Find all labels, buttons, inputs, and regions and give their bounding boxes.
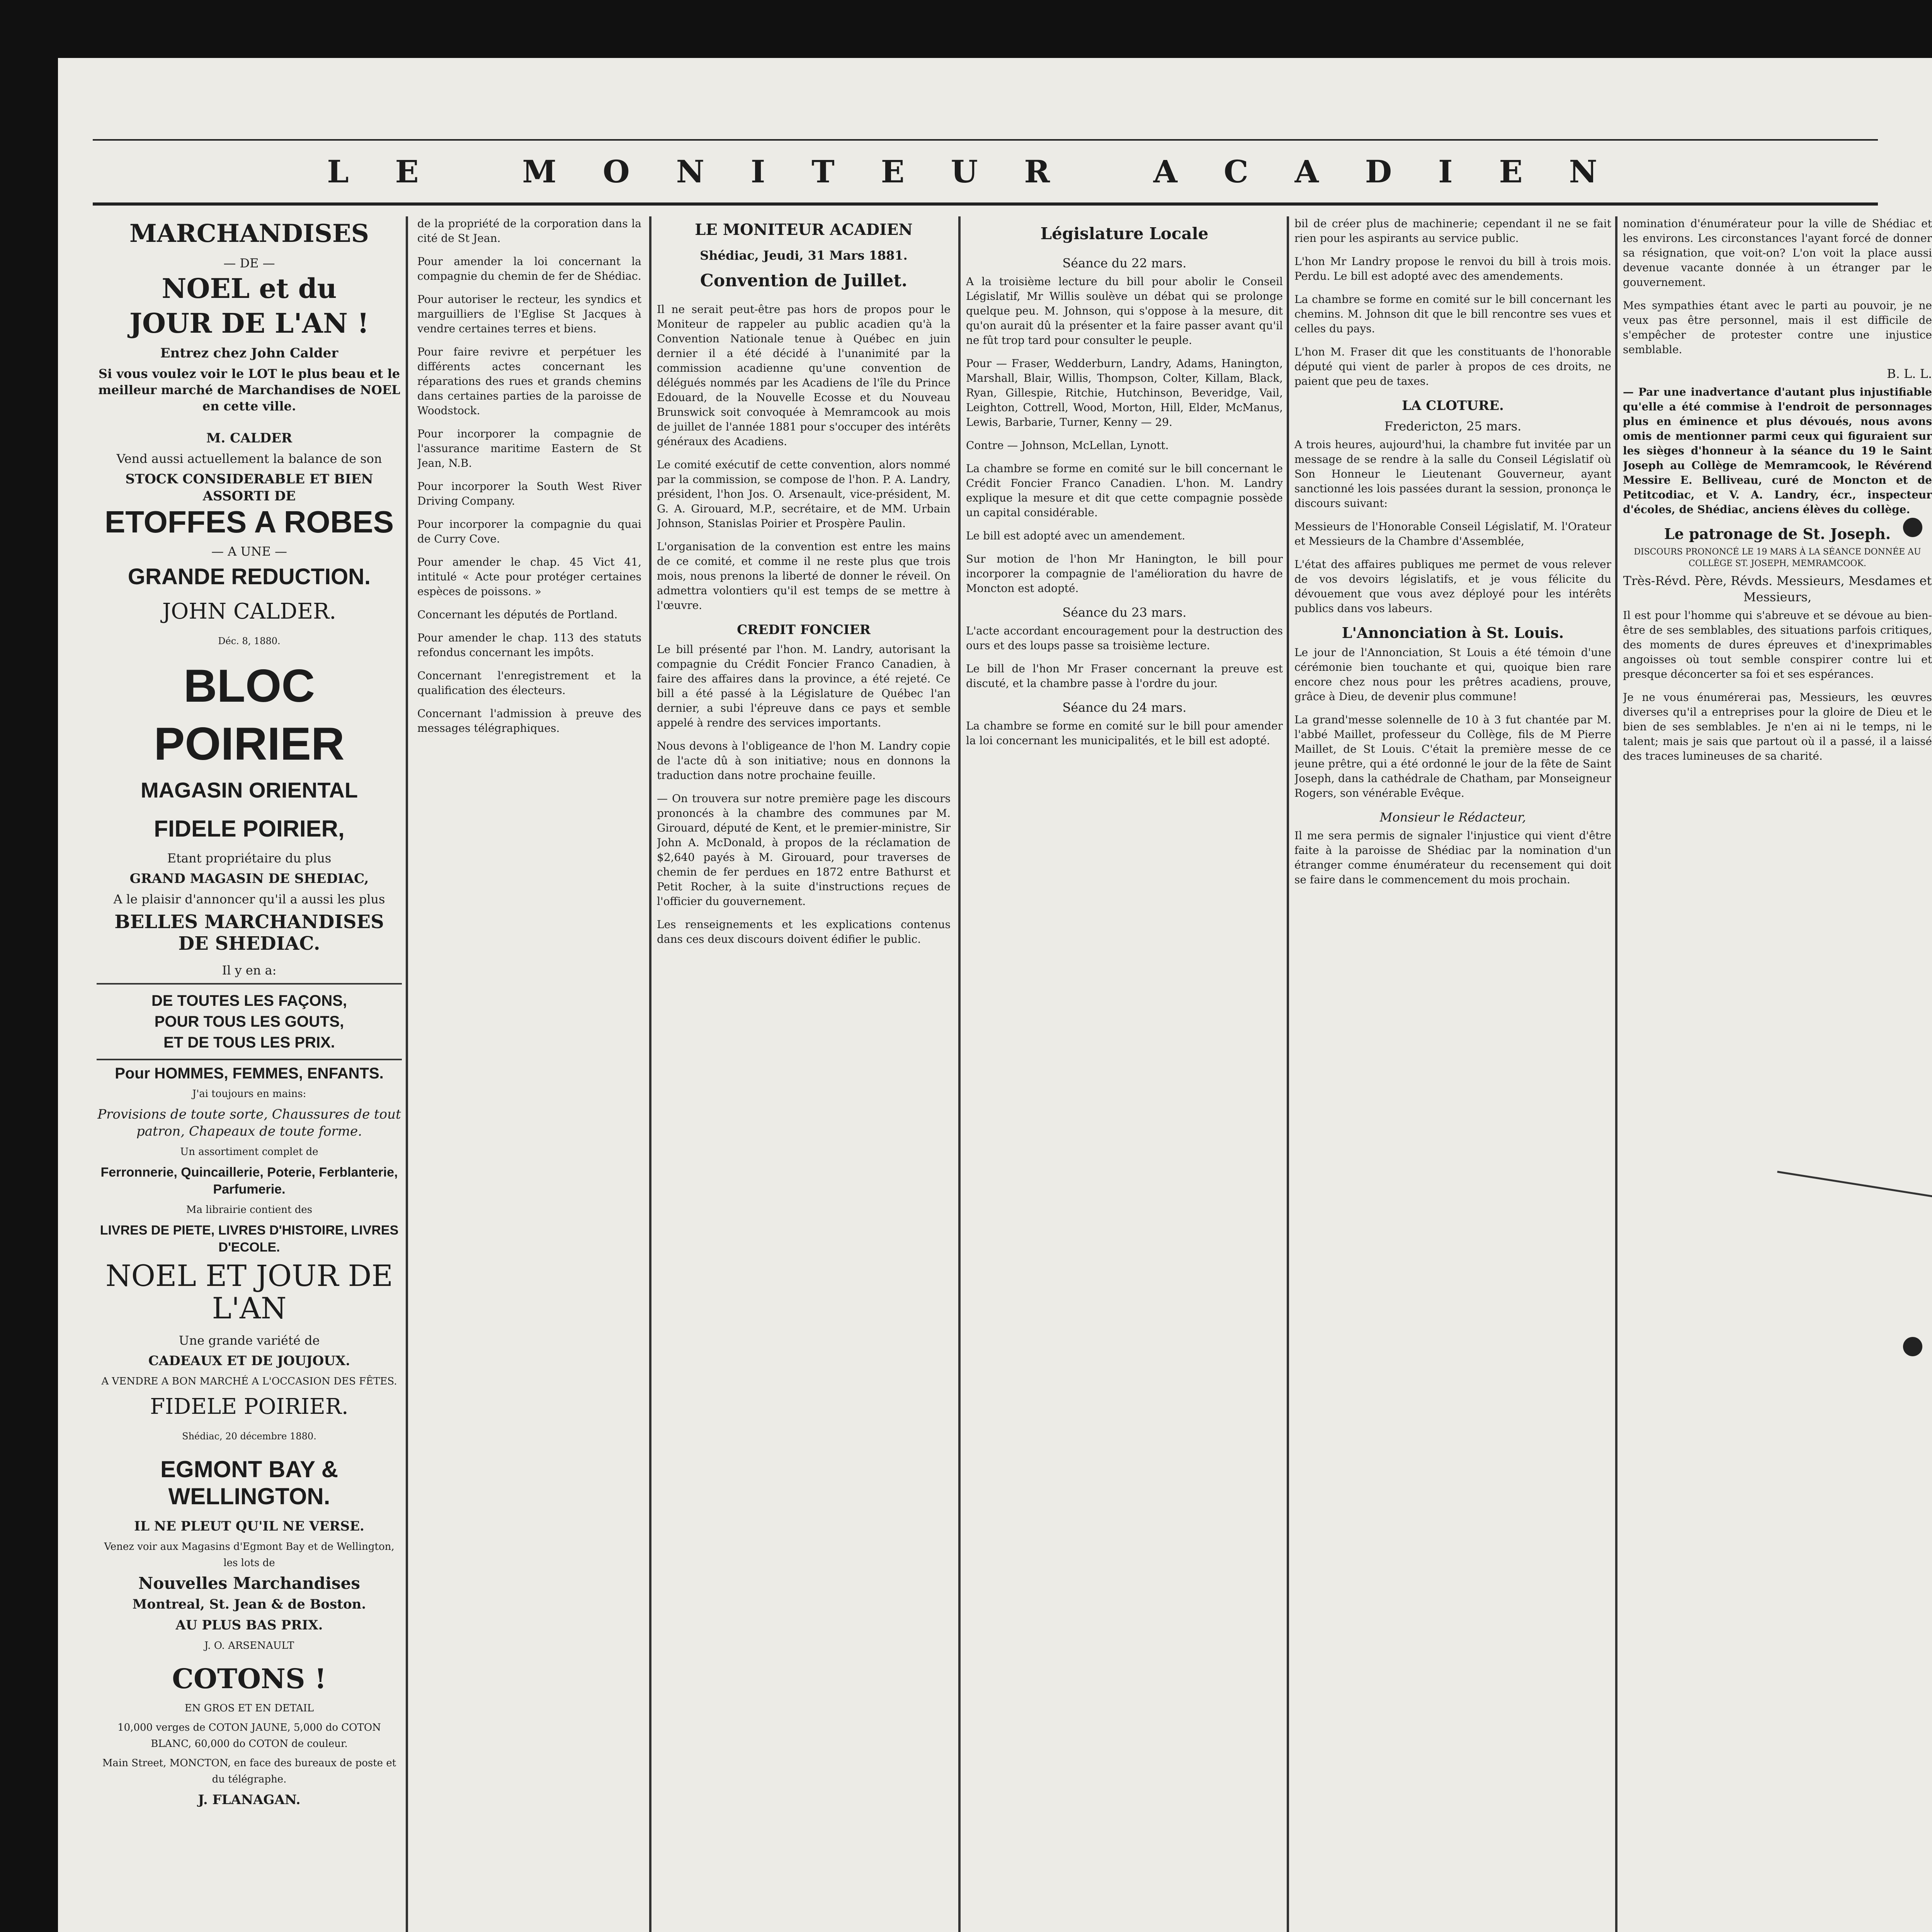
article-text: — On trouvera sur notre première page les discours prononcés à la chambre des communes par M. Girouard, député de Kent, et le premier-ministre, Sir John A. McDonald, à propos de la réclamation de $2,640 payés à M. Girouard, pour traverses de chemin de fer perdues en 1872 entre Bathurst et Petit Rocher, à la suite d'instructions reçues de l'officier du gouvernement.	[657, 792, 951, 908]
column-rule	[958, 216, 961, 1932]
article-text: Le bill est adopté avec un amendement.	[966, 529, 1185, 542]
ad-main-street: Main Street, MONCTON, en face des bureaux de poste et du télégraphe.	[102, 1757, 396, 1785]
article-text: Pour autoriser le recteur, les syndics et marguilliers de l'Eglise St Jacques à vendre certaines terres et biens.	[417, 293, 641, 335]
ad-fidele-sign: FIDELE POIRIER.	[150, 1394, 349, 1419]
ad-fidele-date: Shédiac, 20 décembre 1880.	[182, 1431, 316, 1442]
ad-grande-reduction: GRANDE REDUCTION.	[128, 564, 371, 589]
ad-noel-jour: NOEL ET JOUR DE L'AN	[105, 1259, 393, 1325]
ad-calder-vend: Vend aussi actuellement la balance de son	[116, 451, 382, 466]
ad-vendre: A VENDRE A BON MARCHÉ A L'OCCASION DES FÊTES.	[101, 1376, 397, 1387]
cloture-date: Fredericton, 25 mars.	[1384, 419, 1522, 434]
patronage-salutation: Très-Révd. Père, Révds. Messieurs, Mesdames et Messieurs,	[1623, 573, 1932, 604]
column-rule	[649, 216, 651, 1932]
session-date: Séance du 24 mars.	[1062, 700, 1187, 715]
heading-convention: Convention de Juillet.	[700, 271, 908, 291]
article-text: nomination d'énumérateur pour la ville de Shédiac et les environs. Les circonstances l'ayant forcé de donner sa résignation, que voit-on? L'on voit la place aussi devenue vacante donnée à un étranger par le gouvernement.	[1623, 217, 1932, 289]
ad-plaisir: A le plaisir d'annoncer qu'il a aussi les plus	[113, 892, 385, 906]
ad-pleut: IL NE PLEUT QU'IL NE VERSE.	[134, 1519, 364, 1534]
ad-provisions: Provisions de toute sorte, Chaussures de tout patron, Chapeaux de toute forme.	[97, 1107, 401, 1139]
column-rule	[1615, 216, 1617, 1932]
ad-etoffes: ETOFFES A ROBES	[104, 505, 394, 539]
ad-flanagan: J. FLANAGAN.	[198, 1792, 301, 1808]
heading-patronage: Le patronage de St. Joseph.	[1664, 525, 1891, 543]
column-rule	[1287, 216, 1289, 1932]
heading-credit-foncier: CREDIT FONCIER	[737, 622, 871, 638]
heading-legislature: Législature Locale	[1040, 224, 1209, 243]
article-text: Il ne serait peut-être pas hors de propos pour le Moniteur de rappeler au public acadien qu'à la Convention Nationale tenue à Québec en juin dernier il a été décidé à l'unanimité par la commission acadienne qu'une convention de délégués nommés par les Acadiens de l'île du Prince Edouard, de la Nouvelle Ecosse et du Nouveau Brunswick soit convoquée à Memramcook au mois de juillet de l'année 1881 pour s'occuper des intérêts généraux des Acadiens.	[657, 303, 951, 448]
heading-redacteur: Monsieur le Rédacteur,	[1379, 810, 1526, 825]
ad-calder-text: Si vous voulez voir le LOT le plus beau et le meilleur marché de Marchandises de NOEL en cette ville.	[98, 366, 400, 413]
article-text: Le bill présenté par l'hon. M. Landry, autorisant la compagnie du Crédit Foncier Franco Canadien, à faire des affaires dans la province, a été rejeté. Ce bill a été passé à la Législature de Québec l'an dernier, a subi l'épreuve dans ce pays et semble appelé à rendre des services importants.	[657, 643, 951, 729]
ad-magasin-oriental: MAGASIN ORIENTAL	[140, 778, 358, 802]
ad-sub: — DE —	[223, 256, 275, 270]
ad-calder-invite: Entrez chez John Calder	[160, 345, 338, 361]
article-text: L'hon Mr Landry propose le renvoi du bill à trois mois. Perdu. Le bill est adopté avec des amendements.	[1294, 255, 1611, 282]
article-text: La chambre se forme en comité sur le bill concernant les chemins. M. Johnson dit que le bill rencontre ses vues et celles du pays.	[1294, 293, 1611, 335]
ad-egmont: EGMONT BAY & WELLINGTON.	[160, 1456, 338, 1509]
article-text: Contre — Johnson, McLellan, Lynott.	[966, 439, 1169, 452]
ad-en-gros: EN GROS ET EN DETAIL	[184, 1702, 314, 1714]
session-date: Séance du 23 mars.	[1062, 605, 1187, 620]
ad-calder-stock: STOCK CONSIDERABLE ET BIEN ASSORTI DE	[125, 471, 373, 504]
ad-etant: Etant propriétaire du plus	[167, 851, 332, 866]
article-text: — Par une inadvertance d'autant plus injustifiable qu'elle a été commise à l'endroit de personnages plus en éminence et plus dévoués, nous avons omis de mentionner parmi ceux qui figuraient sur les sièges d'honneur à la séance du 19 le Saint Joseph au Collège de Memramcook, le Révérend Messire E. Belliveau, curé de Moncton et de Petitcodiac, et V. A. Landry, écr., inspecteur d'écoles, de Shédiac, anciens élèves du collège.	[1623, 386, 1932, 516]
article-text: L'acte accordant encouragement pour la destruction des ours et des loups passe sa troisième lecture.	[966, 624, 1283, 652]
article-text: Il me sera permis de signaler l'injustice qui vient d'être faite à la paroisse de Shédiac par la nomination d'un étranger comme énumérateur du recensement qui doit se faire dans le commencement du mois prochain.	[1294, 829, 1611, 886]
article-text: A la troisième lecture du bill pour abolir le Conseil Législatif, Mr Willis soulève un débat qui se prolonge quelque peu. M. Johnson, qui s'oppose à la mesure, dit qu'on aurait dû la présenter et la faire passer avant qu'il ne fût trop tard pour consulter le peuple.	[966, 275, 1283, 347]
letter-signature: B. L. L.	[1887, 366, 1932, 381]
ad-ilya: Il y en a:	[222, 963, 277, 978]
column-rule	[406, 216, 408, 1932]
ad-bloc: BLOC	[184, 660, 315, 712]
article-text: Concernant l'admission à preuve des messages télégraphiques.	[417, 707, 641, 735]
ad-calder-name: M. CALDER	[206, 430, 293, 446]
article-text: La chambre se forme en comité sur le bill pour amender la loi concernant les municipalités, et le bill est adopté.	[966, 719, 1283, 747]
ad-prix: ET DE TOUS LES PRIX.	[163, 1034, 335, 1051]
article-text: La chambre se forme en comité sur le bill concernant le Crédit Foncier Franco Canadien. L'hon. M. Landry explique la mesure et dit que cette compagnie possède un capital considérable.	[966, 462, 1283, 519]
ad-avec: — A UNE —	[211, 544, 287, 559]
article-text: Messieurs de l'Honorable Conseil Législatif, M. l'Orateur et Messieurs de la Chambre d'Assemblée,	[1294, 520, 1611, 548]
article-text: Concernant les députés de Portland.	[417, 608, 618, 621]
ad-arsenault: J. O. ARSENAULT	[204, 1640, 294, 1651]
ad-marchandises-title: MARCHANDISES	[129, 219, 369, 248]
ad-toujours: J'ai toujours en mains:	[192, 1088, 306, 1100]
article-text: Pour amender la loi concernant la compagnie du chemin de fer de Shédiac.	[417, 255, 641, 282]
article-text: Il est pour l'homme qui s'abreuve et se dévoue au bien-être de ses semblables, des situations parfois critiques, des moments de dures épreuves et d'inexprimables angoisses où tout semble conspirer contre lui et presque déconcerter sa foi et ses espérances.	[1623, 609, 1932, 680]
article-text: Pour faire revivre et perpétuer les différents actes concernant les réparations des rues et grands chemins dans certaines parties de la paroisse de Woodstock.	[417, 345, 641, 417]
article-text: Sur motion de l'hon Mr Hanington, le bill pour incorporer la compagnie de l'amélioration du havre de Moncton est adopté.	[966, 553, 1283, 595]
ad-calder-sign: JOHN CALDER.	[162, 599, 337, 624]
article-text: Pour incorporer la compagnie de l'assurance maritime Eastern de St Jean, N.B.	[417, 427, 641, 469]
ad-nouvelles: Nouvelles Marchandises	[138, 1574, 360, 1593]
article-text: Pour — Fraser, Wedderburn, Landry, Adams, Hanington, Marshall, Blair, Willis, Thompson, Colter, Killam, Black, Ryan, Gillespie, Ritchie, Hutchinson, Beveridge, Vail, Leighton, Cottrell, Wood, Morton, Hill, Elder, McManus, Lewis, Barbarie, Turner, Kenny — 29.	[966, 357, 1283, 429]
ad-grand-magasin: GRAND MAGASIN DE SHEDIAC,	[129, 871, 369, 886]
ad-cotons: COTONS !	[172, 1663, 327, 1695]
session-date: Séance du 22 mars.	[1062, 256, 1187, 270]
ad-ferronnerie: Ferronnerie, Quincaillerie, Poterie, Ferblanterie, Parfumerie.	[100, 1165, 398, 1197]
masthead	[93, 139, 1878, 206]
correspondence-column	[1623, 216, 1932, 1932]
editorial-column	[657, 216, 951, 1932]
ad-librairie: Ma librairie contient des	[186, 1204, 313, 1216]
ad-fidele-poirier: FIDELE POIRIER,	[154, 816, 345, 842]
ad-facons: DE TOUTES LES FAÇONS,	[151, 992, 347, 1009]
article-text: Pour incorporer la compagnie du quai de Curry Cove.	[417, 518, 641, 545]
article-text: Je ne vous énumérerai pas, Messieurs, les œuvres diverses qu'il a entreprises pour la gloire de Dieu et le bien de ses semblables. Je n'en ai ni le temps, ni le talent; mais je sais que partout où il a passé, il a laissé des traces lumineuses de sa charité.	[1623, 691, 1932, 762]
legislation-list-column	[417, 216, 641, 1932]
ad-montreal: Montreal, St. Jean & de Boston.	[132, 1597, 366, 1612]
article-text: Le bill de l'hon Mr Fraser concernant la preuve est discuté, et la chambre passe à l'ordre du jour.	[966, 662, 1283, 690]
advertisements-column	[97, 216, 402, 1932]
article-text: bil de créer plus de machinerie; cependant il ne se fait rien pour les aspirants au service public.	[1294, 217, 1611, 245]
ad-gouts: POUR TOUS LES GOUTS,	[154, 1013, 344, 1030]
binding-hole	[1903, 518, 1922, 537]
article-text: de la propriété de la corporation dans la cité de St Jean.	[417, 217, 641, 245]
article-text: Pour incorporer la South West River Driving Company.	[417, 480, 641, 507]
article-text: Pour amender le chap. 45 Vict 41, intitulé « Acte pour protéger certaines espèces de poissons. »	[417, 556, 641, 598]
ad-belles: BELLES MARCHANDISES DE SHEDIAC.	[114, 911, 384, 954]
ad-egmont-text: Venez voir aux Magasins d'Egmont Bay et de Wellington, les lots de	[104, 1541, 395, 1569]
article-text: Les renseignements et les explications contenus dans ces deux discours doivent édifier le public.	[657, 918, 951, 946]
heading-cloture: LA CLOTURE.	[1402, 398, 1504, 413]
article-text: La grand'messe solennelle de 10 à 3 fut chantée par M. l'abbé Maillet, professeur du Collège, fils de M Pierre Maillet, de St Louis. C'était la première messe de ce jeune prêtre, qui a été ordonné le jour de la fête de Saint Joseph, dans la cathédrale de Chatham, par Monseigneur Rogers, son vénérable Evêque.	[1294, 713, 1611, 799]
ad-noel: NOEL et du	[162, 272, 337, 304]
patronage-subtitle: DISCOURS PRONONCÉ LE 19 MARS À LA SÉANCE DONNÉE AU COLLÈGE ST. JOSEPH, MEMRAMCOOK.	[1634, 547, 1921, 568]
article-text: A trois heures, aujourd'hui, la chambre fut invitée par un message de se rendre à la salle du Conseil Législatif où Son Honneur le Lieutenant Gouverneur, ayant sanctionné les lois passées durant la session, prononça le discours suivant:	[1294, 438, 1611, 510]
article-text: Mes sympathies étant avec le parti au pouvoir, je ne veux pas être personnel, mais il est difficile de s'empêcher de protester contre une injustice semblable.	[1623, 299, 1932, 356]
article-text: L'état des affaires publiques me permet de vous relever de vos devoirs législatifs, et je vous félicite du dévouement que vous avez déployé pour les intérêts publics dans vos labeurs.	[1294, 558, 1611, 615]
binding-hole	[1903, 1337, 1922, 1356]
article-text: Le jour de l'Annonciation, St Louis a été témoin d'une cérémonie bien touchante et qui, quoique bien rare encore chez nous pour les prêtres acadiens, prouve, grâce à Dieu, de devenir plus commune!	[1294, 646, 1611, 703]
article-text: Le comité exécutif de cette convention, alors nommé par la commission, se compose de l'hon. P. A. Landry, président, l'hon Jos. O. Arsenault, vice-président, M. G. A. Girouard, M.P., secrétaire, et de MM. Urbain Johnson, Stanislas Poirier et Prospère Paulin.	[657, 458, 951, 530]
article-text: L'organisation de la convention est entre les mains de ce comité, et comme il ne reste plus que trois mois, nous prenons la liberté de donner le réveil. On admettra volontiers qu'il est temps de se mettre à l'œuvre.	[657, 540, 951, 612]
article-text: Nous devons à l'obligeance de l'hon M. Landry copie de l'acte dû à son initiative; nous en donnons la traduction dans notre prochaine feuille.	[657, 740, 951, 782]
ad-livres: LIVRES DE PIETE, LIVRES D'HISTOIRE, LIVRES D'ECOLE.	[100, 1223, 399, 1255]
editorial-dateline: Shédiac, Jeudi, 31 Mars 1881.	[700, 248, 908, 263]
article-text: Pour amender le chap. 113 des statuts refondus concernant les impôts.	[417, 631, 641, 659]
ad-poirier: POIRIER	[154, 718, 345, 770]
editorial-title: LE MONITEUR ACADIEN	[695, 221, 913, 239]
ad-au-plus-bas: AU PLUS BAS PRIX.	[175, 1617, 323, 1633]
article-text: Concernant l'enregistrement et la qualification des électeurs.	[417, 669, 641, 697]
heading-annonciation: L'Annonciation à St. Louis.	[1342, 624, 1564, 641]
news-column	[1294, 216, 1611, 1932]
ad-variete: Une grande variété de	[179, 1333, 320, 1348]
masthead-title: LE MONITEUR ACADIEN	[327, 153, 1644, 190]
article-text: L'hon M. Fraser dit que les constituants de l'honorable député qui vient de parler à propos de ces droits, ne paient que peu de taxes.	[1294, 345, 1611, 388]
ad-cotons-text: 10,000 verges de COTON JAUNE, 5,000 do COTON BLANC, 60,000 do COTON de couleur.	[117, 1722, 381, 1750]
ad-pour-hommes: Pour HOMMES, FEMMES, ENFANTS.	[115, 1065, 384, 1082]
ad-jour-de-lan: JOUR DE L'AN !	[129, 307, 369, 339]
legislature-column	[966, 216, 1283, 1932]
ad-cadeaux: CADEAUX ET DE JOUJOUX.	[148, 1353, 350, 1369]
ad-assortiment: Un assortiment complet de	[180, 1146, 318, 1158]
ad-calder-date: Déc. 8, 1880.	[218, 636, 281, 646]
